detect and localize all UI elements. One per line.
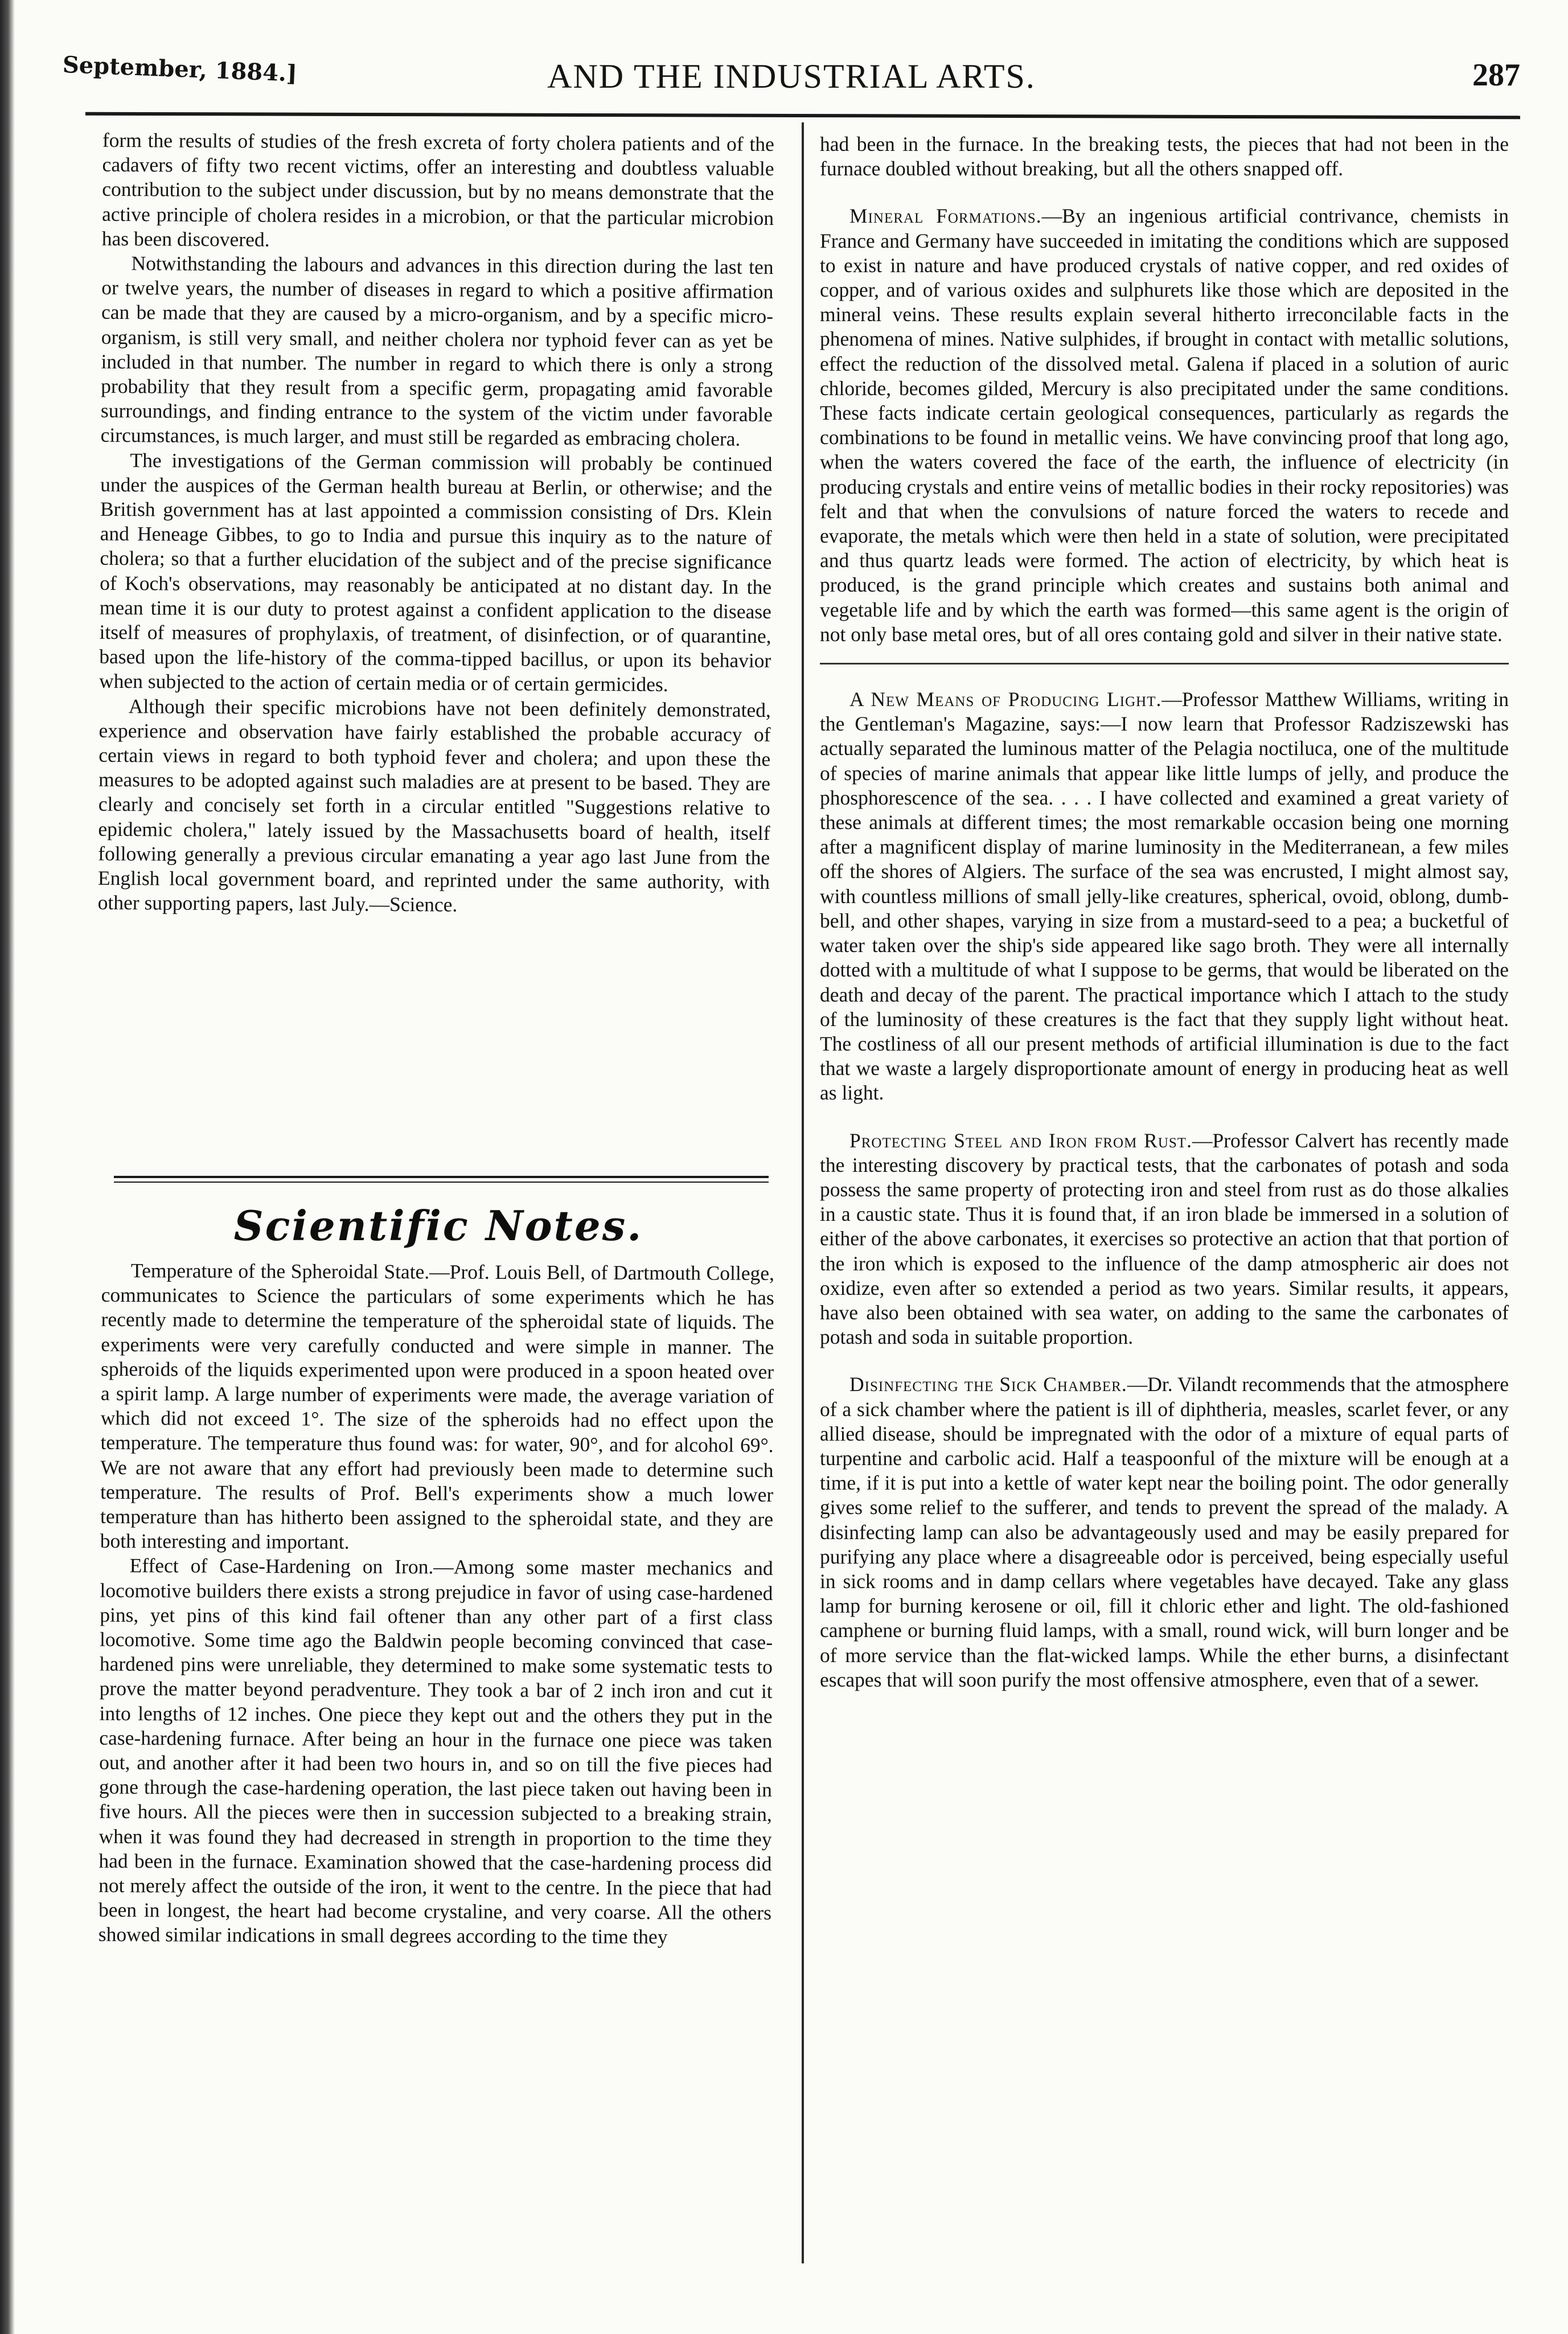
column-divider (802, 122, 804, 2263)
note-disinfecting (820, 1372, 1509, 1692)
paragraph: The investigations of the German commission will probably be continued under the auspices of the German health bureau at Berlin, or otherwise; and the British government has at last appointed a commission consisting of Drs. Klein and Heneage Gibbes, to go to India and pursue this inquiry as to the nature of cholera; so that a further elucidation of the subject and of the precise significance of Koch's observations, may reasonably be anticipated at no distant day. In the mean time it is our duty to protest against a confident application to the disease itself of measures of prophylaxis, of treatment, of disinfection, or of quarantine, based upon the life-history of the comma-tipped bacillus, or upon its behavior when subjected to the action of certain media or of certain germicides. (98, 448, 773, 696)
paragraph: form the results of studies of the fresh excreta of forty cholera patients and of the cadavers of fifty two recent victims, offer an interesting and doubtless valuable contribution to the subject under discussion, but by no means demonstrate that the active principle of cholera resides in a microbion, or that the particular microbion has been discovered. (101, 128, 774, 251)
note-paragraph: Effect of Case-Hardening on Iron.—Among some master mechanics and locomotive builders there exists a strong prejudice in favor of using case-hardened pins, yet pins of this kind fail oftener than any other part of a first class locomotive. Some time ago the Baldwin people becoming convinced that case-hardened pins were unreliable, they determined to make some systematic tests to prove the matter beyond peradventure. They took a bar of 2 inch iron and cut it into lengths of 12 inches. One piece they kept out and the others they put in the case-hardening furnace. After being an hour in the furnace one piece was taken out, and another after it had been two hours in, and so on till the five pieces had gone through the case-hardening operation, the last piece taken out having been in five hours. All the pieces were then in succession subjected to a breaking strain, when it was found they had decreased in strength in proportion to the time they had been in the furnace. Examination showed that the case-hardening process did not merely affect the outside of the iron, it went to the centre. In the piece that had been in longest, the heart had become crystaline, and very coarse. All the others showed similar indications in small degrees according to the time they (98, 1554, 773, 1949)
binding-shadow (0, 0, 15, 2334)
note-title: A New Means of Producing Light. (849, 688, 1162, 711)
note-body: —Professor Matthew Williams, writing in the Gentleman's Magazine, says:—I now learn that Professor Radziszewski has actually separated the luminous matter of the Pelagia noctiluca, one of the multitude of species of marine animals that appear like little lumps of jelly, and produce the phosphorescence of the sea. . . . I have collected and examined a great variety of these animals at different times; the most remarkable occasion being one morning after a magnificent display of marine luminosity in the Mediterranean, a few miles off the shores of Algiers. The surface of the sea was encrusted, I might almost say, with countless millions of small jelly-like creatures, spherical, ovoid, oblong, dumb-bell, and other shapes, varying in size from a mustard-seed to a pea; a bucketful of water taken over the ship's side appeared like sago broth. They were all internally dotted with a multitude of what I suppose to be germs, that would be liberated on the death and decay of the parent. The practical importance which I attach to the study of the luminosity of these creatures is the fact that they supply light without heat. The costliness of all our present methods of artificial illumination is due to the fact that we waste a largely disproportionate amount of energy in producing heat as well as light. (820, 688, 1509, 1105)
left-column-notes (98, 1258, 774, 1950)
running-header (63, 40, 1520, 108)
left-column-article (98, 128, 774, 920)
note-body: —By an ingenious artificial contrivance, chemists in France and Germany have succeeded in imitating the conditions which are supposed to exist in nature and have produced crystals of native copper, and red oxides of copper, and of various oxides and sulphurets like those which are deposited in the mineral veins. These results explain several hitherto irreconcilable facts in the phenomena of mines. Native sulphides, if brought in contact with metallic solutions, effect the reduction of the dissolved metal. Galena if placed in a solution of auric chloride, becomes gilded, Mercury is also precipitated under the same conditions. These facts indicate certain geological consequences, particularly as regards the combinations to be found in metallic veins. We have convincing proof that long ago, when the waters covered the face of the earth, the influence of electricity (in producing crystals and entire veins of metallic bodies in their rocky repositories) was felt and that when the convulsions of nature forced the waters to recede and evaporate, the metals which were then held in a state of solution, were precipitated and thus quartz leads were formed. The action of electricity, by which heat is produced, is the grand principle which creates and sustains both animal and vegetable life and by which the earth was formed—this same agent is the origin of not only base metal ores, but of all ores containg gold and silver in their native state. (820, 204, 1509, 646)
header-rule (85, 112, 1520, 120)
note-paragraph: Temperature of the Spheroidal State.—Prof. Louis Bell, of Dartmouth College, communicates to Science the particulars of some experiments which he has recently made to determine the temperature of the spheroidal state of liquids. The experiments were very carefully conducted and were simple in manner. The spheroids of the liquids experimented upon were produced in a spoon heated over a spirit lamp. A large number of experiments were made, the average variation of which did not exceed 1°. The size of the spheroids had no effect upon the temperature. The temperature thus found was: for water, 90°, and for alcohol 69°. We are not aware that any effort had previously been made to determine such temperature. The results of Prof. Bell's experiments show a much lower temperature than has hitherto been assigned to the spheroidal state, and they are both interesting and important. (100, 1259, 774, 1553)
right-column (820, 132, 1509, 1692)
note-title: Protecting Steel and Iron from Rust. (849, 1129, 1192, 1152)
note-protecting-steel (820, 1129, 1509, 1350)
paragraph: Although their specific microbions have not been definitely demonstrated, experience and observation have fairly established the probable accuracy of certain views in regard to both typhoid fever and cholera; and upon these the measures to be adopted against such maladies are at present to be based. They are clearly and concisely set forth in a circular entitled "Suggestions relative to epidemic cholera," lately issued by the Massachusetts board of health, itself following generally a previous circular emanating a year ago last June from the English local government board, and reprinted under the same authority, with other supporting papers, last July.—Science. (97, 694, 771, 916)
section-rule-thin (114, 1182, 769, 1183)
header-date: September, 1884.] (62, 51, 298, 87)
page-number: 287 (1472, 58, 1520, 93)
note-body: —Dr. Vilandt recommends that the atmosphere of a sick chamber where the patient is ill of diphtheria, measles, scarlet fever, or any allied disease, should be impregnated with the odor of a mixture of equal parts of turpentine and carbolic acid. Half a teaspoonful of the mixture will be enough at a time, if it is put into a kettle of water kept near the boiling point. The odor generally gives some relief to the sufferer, and tends to prevent the spread of the malady. A disinfecting lamp can also be advantageously used and may be easily prepared for purifying any place where a disagreeable odor is perceived, being especially useful in sick rooms and in damp cellars where vegetables have decayed. Take any glass lamp for burning kerosene or oil, fill it chloric ether and light. The old-fashioned camphene or burning fluid lamps, with a small, round wick, will burn longer and be of more service than the flat-wicked lamps. While the ether burns, a disinfectant escapes that will soon purify the most offensive atmosphere, even that of a sewer. (820, 1373, 1509, 1691)
header-title: AND THE INDUSTRIAL ARTS. (547, 58, 1036, 95)
note-body: —Professor Calvert has recently made the interesting discovery by practical tests, that the carbonates of potash and soda possess the same property of protecting iron and steel from rust as do those alkalies in a caustic state. Thus it is found that, if an iron blade be immersed in a solution of either of the above carbonates, it exercises so protective an action that that portion of the iron which is exposed to the influence of the damp atmospheric air does not oxidize, even after so extended a period as two years. Similar results, it appears, have also been obtained with sea water, on adding to the same the carbonates of potash and soda in suitable proportion. (820, 1129, 1509, 1349)
note-producing-light (820, 687, 1509, 1105)
note-mineral-formations (820, 204, 1509, 647)
section-rule (114, 1176, 769, 1178)
section-heading: Scientific Notes. (233, 1201, 643, 1250)
continuation-paragraph: had been in the furnace. In the breaking tests, the pieces that had not been in the furnace doubled without breaking, but all the others snapped off. (820, 133, 1509, 181)
note-title: Disinfecting the Sick Chamber. (849, 1373, 1127, 1396)
note-divider (820, 663, 1509, 664)
paragraph: Notwithstanding the labours and advances in this direction during the last ten or twelve years, the number of diseases in regard to which a positive affirmation can be made that they are caused by a micro-organism, and by a specific micro-organism, is still very small, and neither cholera nor typhoid fever can as yet be included in that number. The number in regard to which there is only a strong probability that they result from a specific germ, propagating amid favorable surroundings, and finding entrance to the system of the victim under favorable circumstances, is much larger, and must still be regarded as embracing cholera. (100, 252, 774, 451)
note-title: Mineral Formations. (849, 204, 1042, 228)
